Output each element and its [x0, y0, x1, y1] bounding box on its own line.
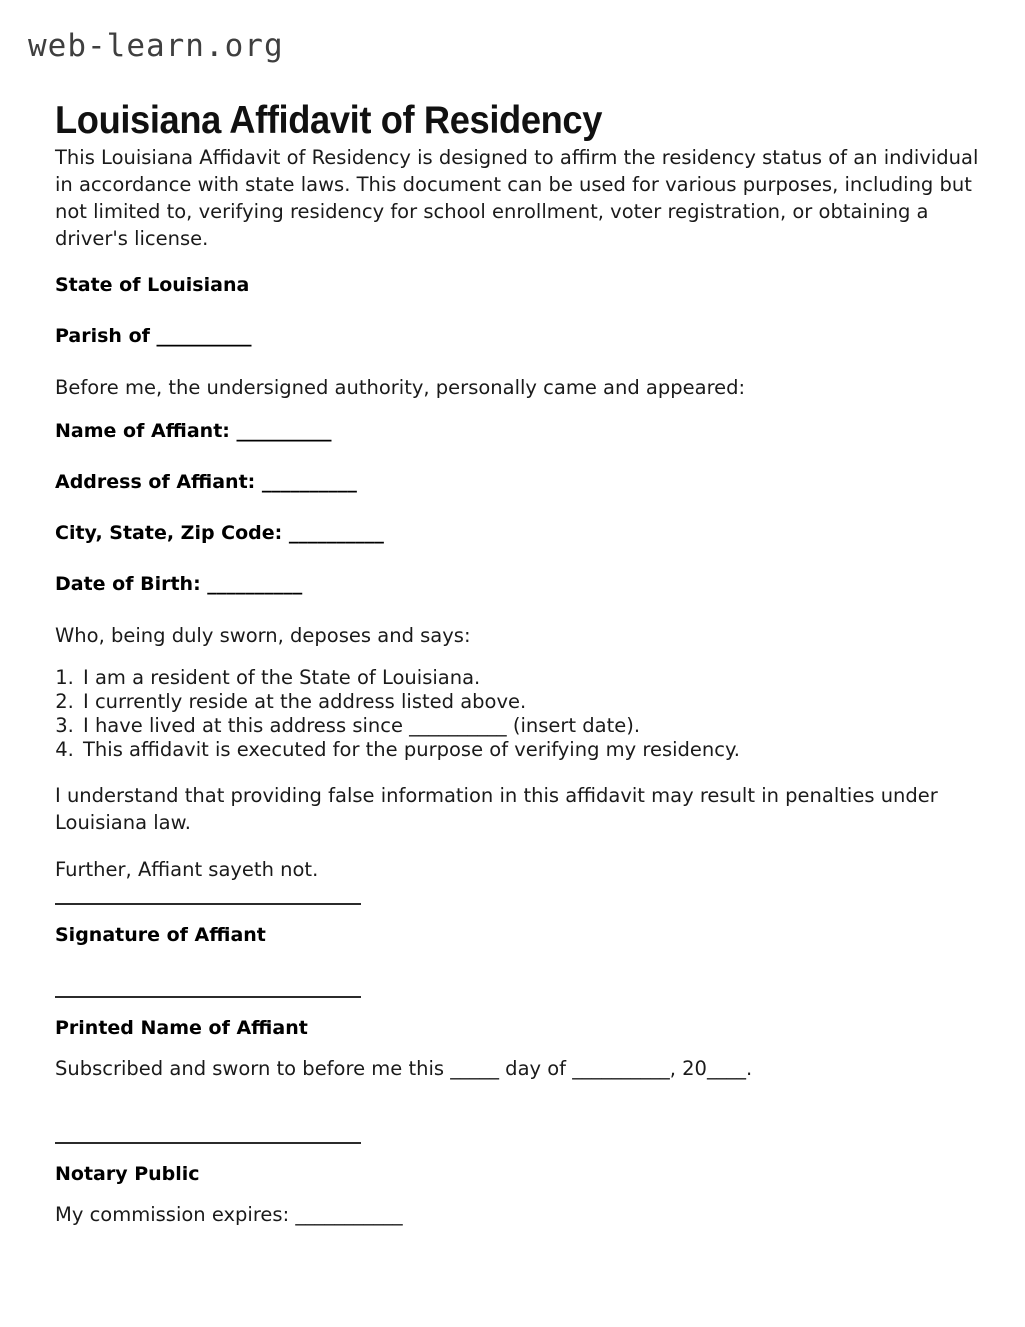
signature-block — [55, 903, 980, 948]
further-clause: Further, Affiant sayeth not. — [55, 858, 319, 881]
commission-expires-line: My commission expires: ___________ — [55, 1203, 403, 1226]
signature-rule — [55, 903, 361, 905]
field-city-state-zip: City, State, Zip Code: __________ — [55, 522, 384, 544]
document-body — [55, 144, 980, 1248]
printed-name-caption: Printed Name of Affiant — [55, 1017, 308, 1039]
page-title: Louisiana Affidavit of Residency — [55, 99, 603, 143]
deposes-intro: Who, being duly sworn, deposes and says: — [55, 624, 471, 647]
block-spacer — [55, 948, 980, 978]
site-watermark: web-learn.org — [28, 28, 284, 64]
claims-list — [55, 666, 980, 762]
block-spacer — [55, 1041, 980, 1055]
list-item: 4. This affidavit is executed for the purpose of verifying my residency. — [80, 738, 980, 762]
list-item: 3. I have lived at this address since __________ (insert date). — [80, 714, 980, 738]
subscribed-sworn-line: Subscribed and sworn to before me this _____ day of __________, 20____. — [55, 1057, 753, 1080]
notary-block — [55, 1142, 980, 1187]
state-line: State of Louisiana — [55, 274, 250, 296]
notary-caption: Notary Public — [55, 1163, 200, 1185]
field-address-of-affiant: Address of Affiant: __________ — [55, 471, 357, 493]
field-name-of-affiant: Name of Affiant: __________ — [55, 420, 332, 442]
signature-caption: Signature of Affiant — [55, 924, 266, 946]
penalty-notice: I understand that providing false information in this affidavit may result in penalties under Louisiana law. — [55, 784, 938, 834]
printed-name-rule — [55, 996, 361, 998]
list-item: 1. I am a resident of the State of Louisiana. — [80, 666, 980, 690]
printed-name-block — [55, 996, 980, 1041]
block-spacer — [55, 1102, 980, 1124]
intro-paragraph: This Louisiana Affidavit of Residency is designed to affirm the residency status of an individual in accordance with state laws. This document can be used for various purposes, including but not limited to, verifying residency for school enrollment, voter registration, or obtaining a driver's license. — [55, 146, 979, 250]
parish-line: Parish of __________ — [55, 325, 252, 347]
notary-rule — [55, 1142, 361, 1144]
list-item: 2. I currently reside at the address listed above. — [80, 690, 980, 714]
field-date-of-birth: Date of Birth: __________ — [55, 573, 303, 595]
block-spacer — [55, 1187, 980, 1201]
before-me-line: Before me, the undersigned authority, personally came and appeared: — [55, 376, 746, 399]
